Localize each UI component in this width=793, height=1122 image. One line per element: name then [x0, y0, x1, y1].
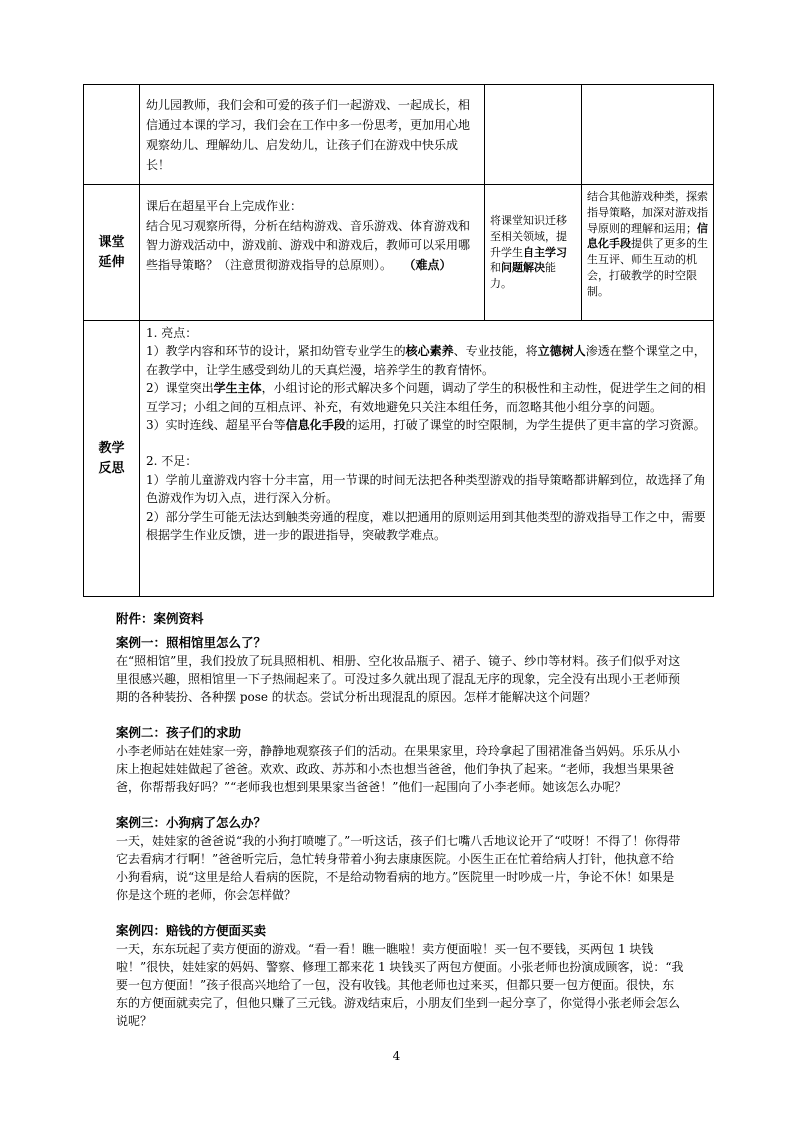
reflection-header-line1: 教学 — [98, 440, 125, 456]
lesson-plan-table — [83, 84, 714, 597]
intro-content-cell — [140, 85, 485, 185]
case-3 — [116, 814, 686, 904]
student-text-b: 和 — [490, 261, 501, 275]
case-body: 在“照相馆”里，我们投放了玩具照相机、相册、空化妆品瓶子、裙子、镜子、纱巾等材料。孩子们似乎对这里很感兴趣，照相馆里一下子热闹起来了。可没过多久就出现了混乱无序的现象，完全没有出现小王老师预期的各种装扮、各种摆 pose 的状态。尝试分析出现混乱的原因。怎样才能解决这个问题？ — [116, 654, 681, 704]
case-body: 一天，东东玩起了卖方便面的游戏。“看一看！瞧一瞧啦！卖方便面啦！买一包不要钱，买两包 1 块钱啦！”很快，娃娃家的妈妈、警察、修理工都来花 1 块钱买了两包方便面。小张老师也扮演成顾客，说：“我要一包方便面！”孩子很高兴地给了一包，没有收钱。其他老师也过来买，但都只要一包方便面。很快，东东的方便面就卖完了，但他只赚了三元钱。游戏结束后，小朋友们坐到一起分享了，你觉得小张老师会怎么说呢？ — [116, 942, 684, 1028]
case-title: 案例三：小狗病了怎么办？ — [116, 815, 267, 830]
intro-header-cell — [84, 85, 140, 185]
extension-content-cell — [140, 185, 485, 321]
design-text-a: 结合其他游戏种类，探索指导策略，加深对游戏指导原则的理解和运用； — [587, 190, 708, 235]
student-text-a: 将课堂知识迁移至相关领域，提升学生 — [490, 214, 567, 259]
case-title: 案例二：孩子们的求助 — [116, 725, 242, 740]
student-bold-problem-solving: 问题解决 — [501, 261, 545, 275]
intro-student-cell — [485, 85, 582, 185]
student-bold-self-study: 自主学习 — [523, 245, 567, 259]
reflection-content-cell — [140, 321, 714, 597]
reflection-header-cell — [84, 321, 140, 597]
table-row-extension — [84, 185, 714, 321]
case-body: 一天，娃娃家的爸爸说“我的小狗打喷嚏了。”一听这话，孩子们七嘴八舌地议论开了“哎呀！不得了！你得带它去看病才行啊！”爸爸听完后，急忙转身带着小狗去康康医院。小医生正在忙着给病人打针，他执意不给小狗看病，说“这里是给人看病的医院，不是给动物看病的地方。”医院里一时吵成一片，争论不休！如果是你是这个班的老师，你会怎样做？ — [116, 834, 681, 902]
case-4 — [116, 922, 686, 1030]
highlight-1: 1）教学内容和环节的设计，紧扣幼管专业学生的核心素养、专业技能，将立德树人渗透在整个课堂之中，在教学中，让学生感受到幼儿的天真烂漫，培养学生的教育情怀。 — [146, 344, 706, 377]
highlights-title: 1. 亮点： — [146, 326, 198, 340]
design-bold-it: 信息化手段 — [587, 221, 708, 251]
extension-design-cell — [582, 185, 714, 321]
appendix-title: 附件：案例资料 — [116, 611, 204, 626]
case-body: 小李老师站在娃娃家一旁，静静地观察孩子们的活动。在果果家里，玲玲拿起了围裙准备当妈妈。乐乐从小床上抱起娃娃做起了爸爸。欢欢、政政、苏苏和小杰也想当爸爸，他们争执了起来。“老师，我想当果果爸爸，你帮帮我好吗？”“老师我也想到果果家当爸爸！”他们一起围向了小李老师。她该怎么办呢？ — [116, 744, 681, 794]
highlight-2: 2）课堂突出学生主体，小组讨论的形式解决多个问题，调动了学生的积极性和主动性，促进学生之间的相互学习；小组之间的互相点评、补充，有效地避免只关注本组任务，而忽略其他小组分享的问题。 — [146, 381, 706, 414]
extension-header-cell — [84, 185, 140, 321]
case-title: 案例四：赔钱的方便面买卖 — [116, 923, 267, 938]
case-2 — [116, 724, 686, 796]
page-number: 4 — [392, 1049, 401, 1063]
shortcoming-2: 2）部分学生可能无法达到触类旁通的程度，难以把通用的原则运用到其他类型的游戏指导工作之中，需要根据学生作业反馈，进一步的跟进指导，突破教学难点。 — [146, 509, 706, 543]
highlight-3: 3）实时连线、超星平台等信息化手段的运用，打破了课堂的时空限制，为学生提供了更丰富的学习资源。 — [146, 418, 706, 433]
difficulty-label: （难点） — [403, 257, 452, 272]
shortcoming-1: 1）学前儿童游戏内容十分丰富，用一节课的时间无法把各种类型游戏的指导策略都讲解到位，故选择了角色游戏作为切入点，进行深入分析。 — [146, 472, 706, 506]
extension-content-body: 结合见习观察所得，分析在结构游戏、音乐游戏、体育游戏和智力游戏活动中，游戏前、游戏中和游戏后，教师可以采用哪些指导策略？（注意贯彻游戏指导的总原则）。 — [146, 218, 471, 272]
appendix-section — [116, 610, 686, 1030]
extension-header-line1: 课堂 — [98, 234, 125, 250]
reflection-header-line2: 反思 — [98, 460, 125, 476]
case-title: 案例一：照相馆里怎么了？ — [116, 635, 267, 650]
table-row-reflection — [84, 321, 714, 597]
table-row-intro — [84, 85, 714, 185]
extension-student-cell — [485, 185, 582, 321]
extension-header-line2: 延伸 — [98, 254, 125, 270]
shortcomings-title: 2. 不足： — [146, 454, 198, 469]
student-text-c: 能力。 — [490, 261, 556, 291]
case-1 — [116, 634, 686, 706]
intro-text: 幼儿园教师，我们会和可爱的孩子们一起游戏、一起成长，相信通过本课的学习，我们会在工作中多一份思考，更加用心地观察幼儿、理解幼儿、启发幼儿，让孩子们在游戏中快乐成长！ — [146, 98, 471, 172]
intro-design-cell — [582, 85, 714, 185]
design-text-b: 提供了更多的生生互评、师生互动的机会，打破教学的时空限制。 — [587, 237, 708, 298]
extension-content-intro: 课后在超星平台上完成作业： — [146, 199, 303, 213]
